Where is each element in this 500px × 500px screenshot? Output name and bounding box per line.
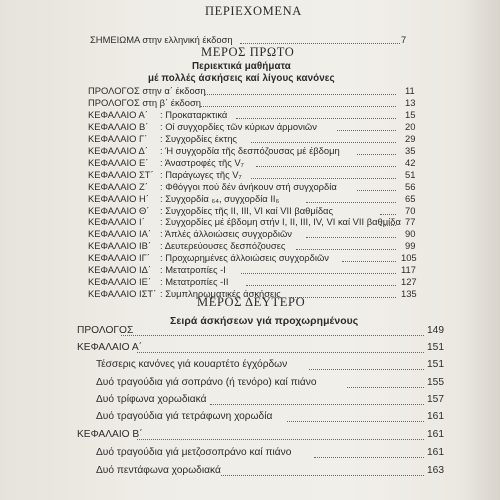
chapter-label: ΠΡΟΛΟΓΟΣ xyxy=(77,325,134,336)
section-title: Δυό τραγούδια γιά μετζοσοπράνο καί πιάνο xyxy=(96,447,292,458)
note-page: 7 xyxy=(401,34,407,45)
toc-entry xyxy=(0,276,500,288)
toc-entry xyxy=(0,264,500,276)
chapter-title: : Συγχορδίες τῆς ΙΙ, ΙΙΙ, VI καί VII βαθμίδας xyxy=(160,204,333,216)
part-two-subtitle: Σειρά άσκήσεων γιά προχωρημένους xyxy=(170,316,359,327)
page-number: 127 xyxy=(401,276,417,288)
page-number: 151 xyxy=(427,342,444,353)
chapter-title: : Οί συγχορδίες τῶν κύριων άρμονιῶν xyxy=(160,120,317,132)
chapter-label: ΠΡΟΛΟΓΟΣ στη β΄ έκδοση xyxy=(88,96,201,108)
chapter-label: ΚΕΦΑΛΑΙΟ Γ΄ xyxy=(88,132,148,144)
toc-entry xyxy=(0,181,500,193)
toc-entry xyxy=(0,325,500,339)
toc-entry xyxy=(0,216,500,228)
page-number: 161 xyxy=(427,429,444,440)
chapter-label: ΚΕΦΑΛΑΙΟ Α΄ xyxy=(88,108,148,120)
chapter-label: ΚΕΦΑΛΑΙΟ Ι΄ xyxy=(88,216,145,228)
toc-entry xyxy=(0,169,500,181)
page-curl-shadow xyxy=(460,0,500,500)
chapter-label: ΚΕΦΑΛΑΙΟ ΙΓ΄ xyxy=(88,252,150,264)
chapter-title: : Δευτερεύουσες δεσπόζουσες xyxy=(160,240,286,252)
page-number: 65 xyxy=(405,192,416,204)
chapter-label: ΚΕΦΑΛΑΙΟ ΣΤ΄ xyxy=(88,168,154,180)
chapter-title: : Μετατροπίες -ΙΙ xyxy=(160,276,229,288)
chapter-title: : Προκαταρκτικά xyxy=(160,108,228,120)
chapter-label: ΚΕΦΑΛΑΙΟ Η΄ xyxy=(88,192,149,204)
chapter-title: : Ή συγχορδία τῆς δεσπόζουσας μέ έβδομη xyxy=(160,144,340,156)
part-one-subtitle-2: μέ πολλές άσκήσεις καί λίγους κανόνες xyxy=(148,73,335,84)
toc-entry xyxy=(0,342,500,356)
chapter-label: ΚΕΦΑΛΑΙΟ Β΄ xyxy=(88,120,149,132)
page-number: 161 xyxy=(427,411,444,422)
contents-heading: ΠΕΡΙΕΧΟΜΕΝΑ xyxy=(205,4,302,18)
part-one-heading: ΜΕΡΟΣ ΠΡΩΤΟ xyxy=(201,45,295,59)
chapter-label: ΚΕΦΑΛΑΙΟ Δ΄ xyxy=(88,144,148,156)
page-number: 70 xyxy=(405,204,416,216)
page-number: 20 xyxy=(405,120,416,132)
page-number: 56 xyxy=(405,180,416,192)
part-two-heading: ΜΕΡΟΣ ΔΕΥΤΕΡΟ xyxy=(197,295,306,309)
chapter-label: ΚΕΦΑΛΑΙΟ Α΄ xyxy=(77,342,143,353)
toc-entry xyxy=(0,121,500,133)
toc-entry xyxy=(0,252,500,264)
page-number: 90 xyxy=(405,228,416,240)
page-number: 163 xyxy=(427,465,444,476)
chapter-title: : Άναστροφές τῆς V₇ xyxy=(160,156,244,168)
chapter-title: : Συγχορδίες έκτης xyxy=(160,132,237,144)
page-number: 105 xyxy=(401,252,417,264)
page-number: 42 xyxy=(405,156,416,168)
chapter-label: ΚΕΦΑΛΑΙΟ Ε΄ xyxy=(88,156,149,168)
chapter-title: : Συγχορδίες μέ έβδομη στήν Ι, ΙΙ, ΙΙΙ, ΙV, VI καί VII βαθμίδα xyxy=(160,216,401,228)
chapter-label: ΚΕΦΑΛΑΙΟ ΙΑ΄ xyxy=(88,228,151,240)
chapter-label: ΚΕΦΑΛΑΙΟ Ζ΄ xyxy=(88,180,148,192)
page-number: 135 xyxy=(401,288,417,300)
section-title: Τέσσερις κανόνες γιά κουαρτέτο έγχόρδων xyxy=(96,359,288,370)
section-title: Δυό πεντάφωνα χορωδιακά xyxy=(96,465,221,476)
section-title: Δυό τρίφωνα χορωδιακά xyxy=(96,394,207,405)
toc-entry xyxy=(0,447,500,461)
chapter-title: : Παράγωγες τῆς V₇ xyxy=(160,168,242,180)
toc-entry xyxy=(0,411,500,425)
chapter-title: : Φθόγγοι πού δέν άνήκουν στή συγχορδία xyxy=(160,180,337,192)
chapter-label: ΚΕΦΑΛΑΙΟ Β΄ xyxy=(77,429,143,440)
toc-entry xyxy=(0,429,500,443)
toc-entry xyxy=(0,157,500,169)
toc-entry xyxy=(0,109,500,121)
page-number: 155 xyxy=(427,377,444,388)
part-one-subtitle-1: Περιεκτικά μαθήματα xyxy=(192,61,291,72)
page-number: 117 xyxy=(401,264,416,276)
page-number: 157 xyxy=(427,394,444,405)
toc-entry xyxy=(0,240,500,252)
chapter-title: : Μετατροπίες -Ι xyxy=(160,264,226,276)
chapter-label: ΚΕΦΑΛΑΙΟ ΙΔ΄ xyxy=(88,264,151,276)
page-number: 35 xyxy=(405,144,416,156)
toc-entry xyxy=(0,145,500,157)
section-title: Δυό τραγούδια γιά τετράφωνη χορωδία xyxy=(96,411,273,422)
chapter-label: ΠΡΟΛΟΓΟΣ στην α΄ έκδοση xyxy=(88,85,206,96)
page-number: 77 xyxy=(405,216,416,228)
toc-entry xyxy=(0,394,500,408)
chapter-label: ΚΕΦΑΛΑΙΟ ΙΒ΄ xyxy=(88,240,151,252)
page-number: 99 xyxy=(405,240,416,252)
page-number: 29 xyxy=(405,132,416,144)
chapter-title: : Προχωρημένες άλλοιώσεις συγχορδιῶν xyxy=(160,252,329,264)
page-number: 149 xyxy=(427,325,444,336)
note-label: ΣΗΜΕΙΩΜΑ στην ελληνική έκδοση xyxy=(90,34,233,45)
toc-entry xyxy=(0,85,500,97)
section-title: Δυό τραγούδια γιά σοπράνο (ή τενόρο) καί πιάνο xyxy=(96,377,317,388)
toc-entry xyxy=(0,465,500,479)
chapter-title: : Συμπληρωματικές άσκήσεις xyxy=(160,288,281,300)
toc-entry xyxy=(0,133,500,145)
toc-entry xyxy=(0,377,500,391)
chapter-label: ΚΕΦΑΛΑΙΟ Θ΄ xyxy=(88,204,150,216)
toc-entry xyxy=(0,97,500,109)
chapter-label: ΚΕΦΑΛΑΙΟ ΙΕ΄ xyxy=(88,276,151,288)
toc-entry xyxy=(0,205,500,217)
page-number: 51 xyxy=(405,168,416,180)
toc-entry xyxy=(0,359,500,373)
toc-entry xyxy=(0,228,500,240)
page-number: 13 xyxy=(405,96,416,108)
chapter-title: : Άπλές άλλοιώσεις συγχορδιῶν xyxy=(160,228,292,240)
page-number: 151 xyxy=(427,359,444,370)
page-number: 11 xyxy=(405,85,415,96)
chapter-label: ΚΕΦΑΛΑΙΟ ΙΣΤ΄ xyxy=(88,288,157,300)
chapter-title: : Συγχορδία ₆₄, συγχορδία ΙΙ₆ xyxy=(160,192,280,204)
page-number: 161 xyxy=(427,447,444,458)
toc-entry xyxy=(0,193,500,205)
page-number: 15 xyxy=(405,108,416,120)
